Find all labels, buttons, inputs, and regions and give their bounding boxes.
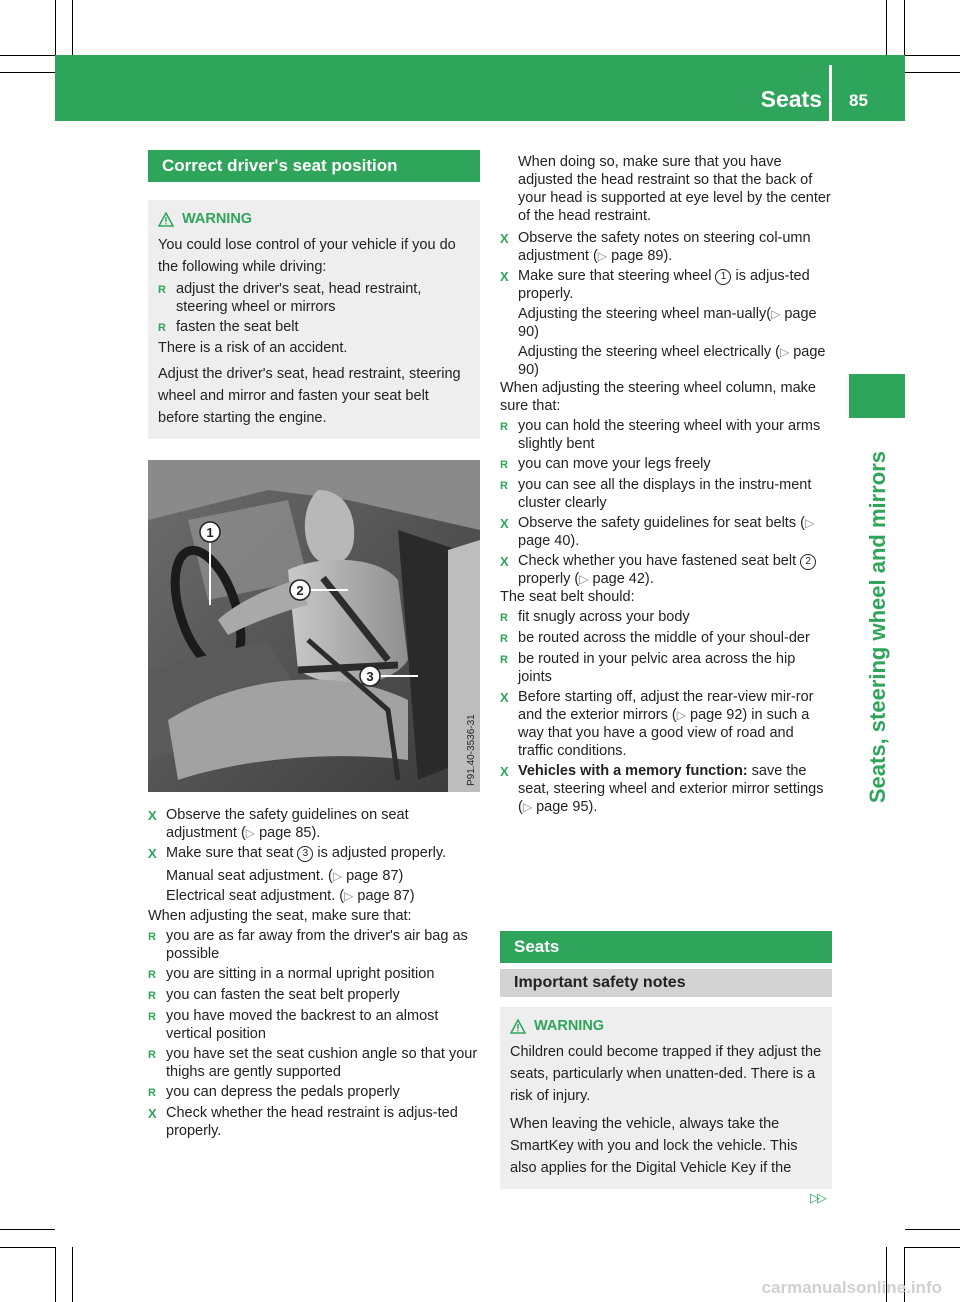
crop-mark xyxy=(0,1247,55,1248)
when-text: When adjusting the seat, make sure that: xyxy=(148,908,412,924)
page-ref-icon: ▷ xyxy=(804,516,815,530)
step-arrow-icon: X xyxy=(148,846,157,861)
electrical-adjust-ref: Electrical seat adjustment. (▷ page 87) xyxy=(166,888,415,904)
warning-box xyxy=(148,200,480,439)
callout-1: 1 xyxy=(206,525,214,540)
page-ref-icon: ▷ xyxy=(522,800,533,814)
should-text: The seat belt should: xyxy=(500,589,635,605)
section-title: Seats xyxy=(500,931,832,963)
left-column xyxy=(148,150,480,439)
step-item: X Vehicles with a memory function: save the seat, steering wheel and exterior mirror settings (▷ page 95). xyxy=(500,763,824,815)
step-arrow-icon: X xyxy=(148,808,157,823)
crop-mark xyxy=(905,72,960,73)
bullet-icon: R xyxy=(500,633,508,645)
bullet-icon: R xyxy=(158,322,166,334)
seat-illustration xyxy=(148,460,480,792)
list-item: R adjust the driver's seat, head restraint, steering wheel or mirrors xyxy=(158,281,422,315)
page-ref-icon: ▷ xyxy=(332,869,343,883)
list-item: R you have moved the backrest to an almost vertical position xyxy=(148,1008,439,1042)
continue-icon: ▷▷ xyxy=(810,1190,824,1205)
subsection-title: Important safety notes xyxy=(500,969,832,997)
step-arrow-icon: X xyxy=(500,269,509,284)
crop-mark xyxy=(0,55,55,56)
side-tab-label-wrap xyxy=(858,425,898,830)
step-arrow-icon: X xyxy=(500,231,509,246)
step-item: X Observe the safety guidelines for seat belts (▷ page 40). xyxy=(500,515,815,549)
electrical-steering-ref: Adjusting the steering wheel electrically (▷ page 90) xyxy=(518,344,826,378)
step-item: X Check whether you have fastened seat belt 2 properly (▷ page 42). xyxy=(500,552,832,588)
page-ref-icon: ▷ xyxy=(676,708,686,722)
callout-ref: 2 xyxy=(800,554,816,570)
when-text: When adjusting the steering wheel column, make sure that: xyxy=(500,380,816,414)
page-ref-icon: ▷ xyxy=(597,249,608,263)
bullet-icon: R xyxy=(500,612,508,624)
warning-label: WARNING xyxy=(182,211,253,227)
page-ref-icon: ▷ xyxy=(579,572,589,586)
crop-mark xyxy=(905,1247,960,1248)
page-ref-icon: ▷ xyxy=(245,826,256,840)
step-arrow-icon: X xyxy=(500,690,509,705)
callout-3: 3 xyxy=(366,669,374,684)
warning-icon xyxy=(510,1019,526,1034)
bullet-icon: R xyxy=(148,1011,156,1023)
crop-mark xyxy=(904,0,905,55)
step-item: X Before starting off, adjust the rear-view mir-ror and the exterior mirrors (▷ page 92) in such a way that you have a good view of road and traffic conditions. xyxy=(500,689,814,759)
side-tab-label: Seats, steering wheel and mirrors xyxy=(865,451,890,804)
header-divider xyxy=(829,65,832,121)
left-column-lower xyxy=(148,804,480,1140)
head-restraint-text: When doing so, make sure that you have adjusted the head restraint so that the back of your head is supported at eye level by the center of the head restraint. xyxy=(518,154,831,224)
side-tab xyxy=(849,374,905,418)
warning-header xyxy=(510,1017,822,1035)
section-title: Correct driver's seat position xyxy=(148,150,480,182)
step-arrow-icon: X xyxy=(500,516,509,531)
header-title: Seats xyxy=(760,86,822,112)
watermark: carmanualsonline.info xyxy=(761,1278,942,1297)
bullet-icon: R xyxy=(500,480,508,492)
bullet-icon: R xyxy=(500,459,508,471)
step-item: X Make sure that seat 3 is adjusted properly. xyxy=(148,845,447,861)
bullet-icon: R xyxy=(158,284,166,296)
bullet-icon: R xyxy=(148,1087,156,1099)
warning-icon xyxy=(158,212,174,227)
crop-mark xyxy=(905,55,960,56)
page-ref-icon: ▷ xyxy=(344,889,354,903)
crop-mark xyxy=(55,1247,56,1302)
crop-mark xyxy=(886,0,887,55)
list-item: R you can fasten the seat belt properly xyxy=(148,987,400,1003)
crop-mark xyxy=(72,0,73,55)
list-item: R be routed across the middle of your shoul-der xyxy=(500,630,810,646)
figure-code: P91.40-3536-31 xyxy=(466,714,477,786)
manual-steering-ref: Adjusting the steering wheel man-ually(▷ page 90) xyxy=(518,306,817,340)
warning-box xyxy=(500,1007,832,1189)
list-item: R you can move your legs freely xyxy=(500,456,711,472)
step-arrow-icon: X xyxy=(500,764,509,779)
driver-seat-figure xyxy=(148,460,480,792)
bullet-icon: R xyxy=(148,931,156,943)
bullet-icon: R xyxy=(500,421,508,433)
page-number: 85 xyxy=(849,91,868,110)
list-item: R you can see all the displays in the instru-ment cluster clearly xyxy=(500,477,812,511)
list-item: R you are as far away from the driver's air bag as possible xyxy=(148,928,468,962)
step-arrow-icon: X xyxy=(500,554,509,569)
crop-mark xyxy=(0,72,55,73)
warning-header xyxy=(158,210,470,228)
list-item: R fit snugly across your body xyxy=(500,609,690,625)
bullet-icon: R xyxy=(148,990,156,1002)
warning-label: WARNING xyxy=(534,1018,605,1034)
step-item: X Make sure that steering wheel 1 is adjus-ted properly. xyxy=(500,268,810,302)
crop-mark xyxy=(72,1247,73,1302)
manual-adjust-ref: Manual seat adjustment. (▷ page 87) xyxy=(166,868,404,884)
bullet-icon: R xyxy=(500,654,508,666)
bullet-icon: R xyxy=(148,969,156,981)
list-item: R be routed in your pelvic area across the hip joints xyxy=(500,651,796,685)
list-item: R you can depress the pedals properly xyxy=(148,1084,400,1100)
list-item: R you are sitting in a normal upright position xyxy=(148,966,435,982)
step-item: X Check whether the head restraint is adjus-ted properly. xyxy=(148,1105,458,1139)
list-item: R you have set the seat cushion angle so that your thighs are gently supported xyxy=(148,1046,478,1080)
warning-action: Adjust the driver's seat, head restraint, steering wheel and mirror and fasten your seat belt before starting the engine. xyxy=(158,366,461,426)
page-ref-icon: ▷ xyxy=(771,307,781,321)
callout-2: 2 xyxy=(296,583,304,598)
callout-ref: 1 xyxy=(715,269,731,285)
warning-risk: There is a risk of an accident. xyxy=(158,340,348,356)
right-column xyxy=(500,153,832,816)
list-item: R fasten the seat belt xyxy=(158,319,299,335)
warning-intro: You could lose control of your vehicle if you do the following while driving: xyxy=(158,237,456,275)
step-item: X Observe the safety notes on steering col-umn adjustment (▷ page 89). xyxy=(500,230,811,264)
crop-mark xyxy=(55,0,56,55)
crop-mark xyxy=(0,1229,55,1230)
step-item: X Observe the safety guidelines on seat adjustment (▷ page 85). xyxy=(148,807,409,841)
warning-text: When leaving the vehicle, always take the SmartKey with you and lock the vehicle. This also applies for the Digital Vehicle Key if the xyxy=(510,1116,798,1176)
bullet-icon: R xyxy=(148,1049,156,1061)
list-item: R you can hold the steering wheel with your arms slightly bent xyxy=(500,418,821,452)
seats-section xyxy=(500,931,832,1189)
crop-mark xyxy=(905,1229,960,1230)
page-ref-icon: ▷ xyxy=(779,345,790,359)
warning-text: Children could become trapped if they adjust the seats, particularly when unatten-ded. There is a risk of injury. xyxy=(510,1044,822,1104)
callout-ref: 3 xyxy=(297,846,313,862)
step-arrow-icon: X xyxy=(148,1106,157,1121)
